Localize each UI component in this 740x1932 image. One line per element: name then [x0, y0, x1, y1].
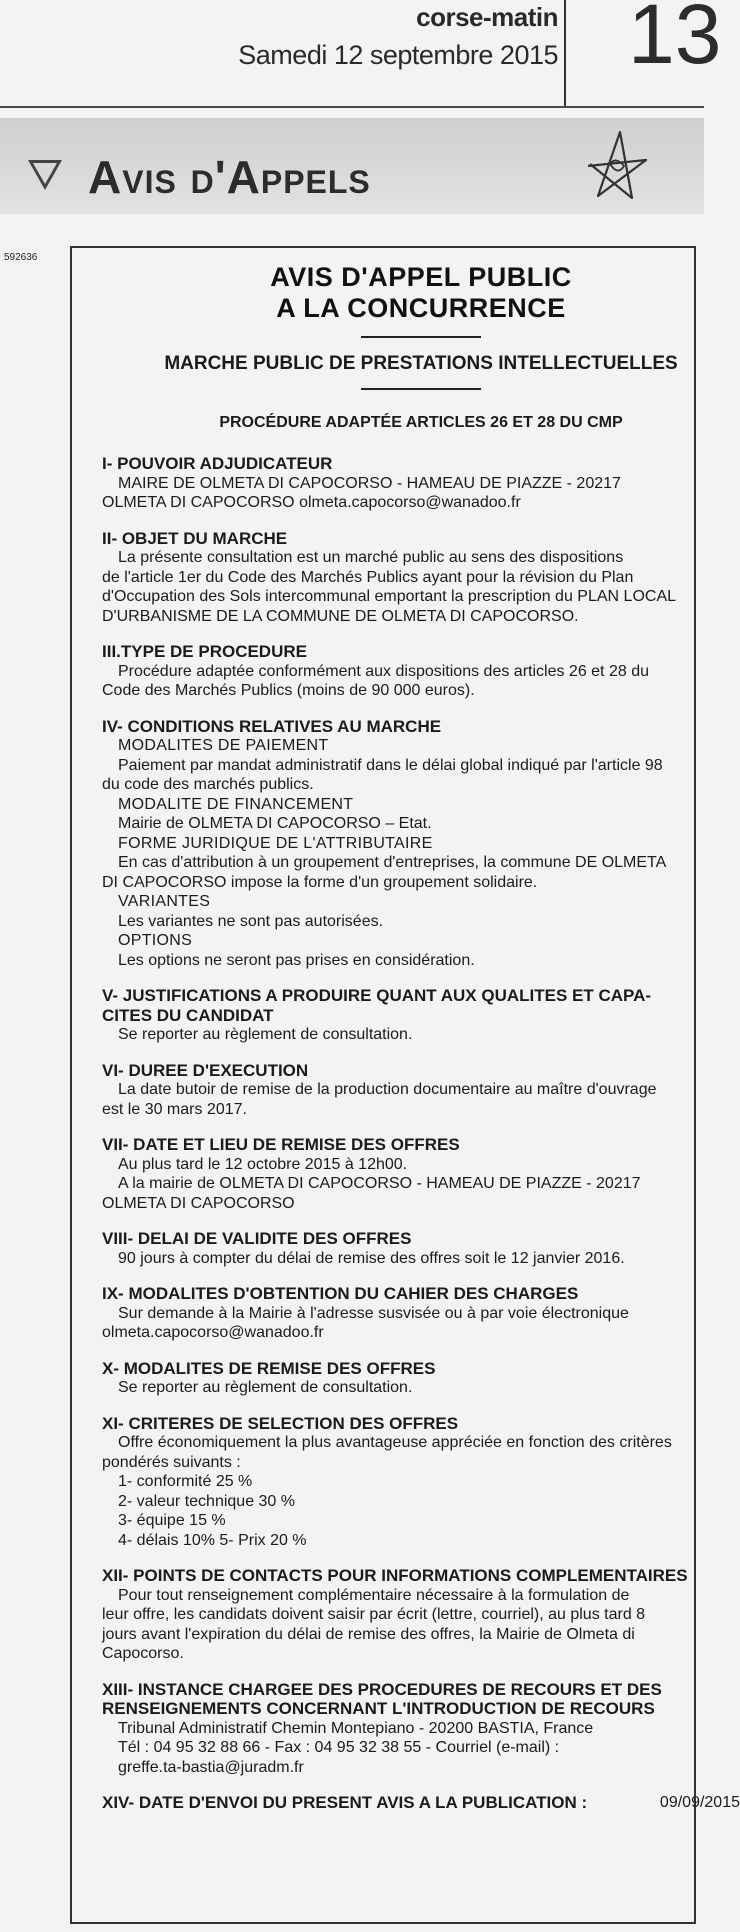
section-banner [0, 118, 704, 214]
notice-section [102, 529, 740, 627]
section-title: Avis d'Appels [88, 151, 371, 203]
section-text-line: Offre économiquement la plus avantageuse appréciée en fonction des critères [118, 1434, 672, 1451]
section-text-line: Se reporter au règlement de consultation. [118, 1379, 413, 1396]
notice-section [102, 454, 740, 513]
dispatch-date: 09/09/2015 [659, 1794, 740, 1811]
notice-section [102, 1414, 740, 1551]
page-number: 13 [628, 0, 722, 81]
notice-section [102, 986, 740, 1045]
notice-section [102, 1061, 740, 1120]
section-text-line: Tribunal Administratif Chemin Montepiano - 20200 BASTIA, France [118, 1719, 594, 1737]
section-text-line: de l'article 1er du Code des Marchés Publics ayant pour la révision du Plan [102, 568, 634, 586]
notice-section [102, 1229, 740, 1268]
section-text-line: MAIRE DE OLMETA DI CAPOCORSO - HAMEAU DE PIAZZE - 20217 [118, 474, 621, 492]
section-text-line: du code des marchés publics. [102, 776, 314, 793]
section-text-line: OLMETA DI CAPOCORSO [102, 1194, 295, 1212]
public-tender-notice [70, 246, 740, 1924]
section-text-line: jours avant l'expiration du délai de remise des offres, la Mairie de Olmeta di [102, 1625, 635, 1643]
notice-section [102, 1566, 740, 1664]
section-text-line: greffe.ta-bastia@juradm.fr [118, 1758, 304, 1776]
notice-section [102, 1135, 740, 1213]
notice-section [102, 1284, 740, 1343]
section-text-line: 2- valeur technique 30 % [118, 1492, 295, 1510]
section-heading: IX- MODALITES D'OBTENTION DU CAHIER DES CHARGES [102, 1284, 579, 1303]
section-text-line: La présente consultation est un marché public au sens des dispositions [118, 549, 624, 566]
section-heading: RENSEIGNEMENTS CONCERNANT L'INTRODUCTION DE RECOURS [102, 1699, 655, 1718]
section-text-line: Tél : 04 95 32 88 66 - Fax : 04 95 32 38 55 - Courriel (e-mail) : [118, 1739, 560, 1756]
section-text-line: olmeta.capocorso@wanadoo.fr [102, 1324, 324, 1341]
section-text-line: Capocorso. [102, 1645, 184, 1662]
subtitle-divider [361, 388, 481, 390]
section-text-line: Les options ne seront pas prises en considération. [118, 951, 475, 969]
procedure-line: PROCÉDURE ADAPTÉE ARTICLES 26 ET 28 DU CMP [219, 414, 623, 431]
section-subheading: FORME JURIDIQUE DE L'ATTRIBUTAIRE [118, 834, 433, 852]
title-divider [361, 336, 481, 338]
notice-sections [102, 454, 740, 1777]
notice-section [102, 717, 740, 971]
section-heading: XI- CRITERES DE SELECTION DES OFFRES [102, 1413, 459, 1433]
section-subheading: VARIANTES [118, 893, 211, 910]
notice-section [102, 1359, 740, 1398]
section-text-line: Au plus tard le 12 octobre 2015 à 12h00. [118, 1155, 408, 1173]
section-text-line: Pour tout renseignement complémentaire nécessaire à la formulation de [118, 1586, 630, 1604]
notice-title-line-2: A LA CONCURRENCE [276, 293, 566, 323]
notice-content [102, 262, 740, 1812]
section-text-line: 90 jours à compter du délai de remise des offres soit le 12 janvier 2016. [118, 1249, 625, 1267]
section-text-line: OLMETA DI CAPOCORSO olmeta.capocorso@wanadoo.fr [102, 494, 521, 511]
notice-title-line-1: AVIS D'APPEL PUBLIC [270, 262, 572, 292]
section-heading: VII- DATE ET LIEU DE REMISE DES OFFRES [102, 1135, 460, 1154]
section-text-line: 1- conformité 25 % [118, 1473, 253, 1490]
section-text-line: Se reporter au règlement de consultation. [118, 1026, 413, 1043]
section-heading: XII- POINTS DE CONTACTS POUR INFORMATIONS COMPLEMENTAIRES [102, 1566, 688, 1585]
section-text-line: est le 30 mars 2017. [102, 1100, 247, 1118]
section-heading: III.TYPE DE PROCEDURE [102, 642, 307, 661]
publication-date-section [102, 1793, 740, 1812]
section-text-line: leur offre, les candidats doivent saisir par écrit (lettre, courriel), au plus tard 8 [102, 1606, 646, 1623]
newspaper-name: corse-matin [416, 2, 558, 32]
section-text-line: 4- délais 10% 5- Prix 20 % [118, 1531, 307, 1549]
header-divider [564, 0, 566, 106]
section-heading: V- JUSTIFICATIONS A PRODUIRE QUANT AUX QUALITES ET CAPA- [102, 986, 652, 1005]
section-heading: IV- CONDITIONS RELATIVES AU MARCHE [102, 716, 442, 736]
section-text-line: Mairie de OLMETA DI CAPOCORSO – Etat. [118, 815, 432, 832]
section-heading: I- POUVOIR ADJUDICATEUR [102, 454, 333, 473]
section-text-line: D'URBANISME DE LA COMMUNE DE OLMETA DI CAPOCORSO. [102, 607, 579, 625]
notice-section [102, 642, 740, 701]
section-heading: VI- DUREE D'EXECUTION [102, 1060, 309, 1080]
notice-subtitle: MARCHE PUBLIC DE PRESTATIONS INTELLECTUELLES [164, 353, 678, 374]
triangle-down-icon [28, 160, 62, 190]
newspaper-header [0, 0, 722, 108]
section-text-line: Code des Marchés Publics (moins de 90 000 euros). [102, 682, 475, 699]
section-subheading: MODALITE DE FINANCEMENT [118, 795, 354, 813]
section-text-line: Les variantes ne sont pas autorisées. [118, 912, 384, 930]
section-heading: XIII- INSTANCE CHARGEE DES PROCEDURES DE RECOURS ET DES [102, 1679, 662, 1699]
notice-section [102, 1680, 740, 1778]
section-text-line: Procédure adaptée conformément aux dispositions des articles 26 et 28 du [118, 662, 649, 680]
last-section-heading: XIV- DATE D'ENVOI DU PRESENT AVIS A LA PUBLICATION : [102, 1793, 588, 1812]
section-text-line: pondérés suivants : [102, 1453, 241, 1471]
star-doodle-icon [580, 126, 652, 210]
section-heading: VIII- DELAI DE VALIDITE DES OFFRES [102, 1229, 412, 1248]
section-heading: CITES DU CANDIDAT [102, 1005, 274, 1025]
header-rule [0, 106, 704, 108]
section-subheading: MODALITES DE PAIEMENT [118, 737, 329, 754]
section-subheading: OPTIONS [118, 932, 193, 949]
section-text-line: En cas d'attribution à un groupement d'entreprises, la commune DE OLMETA [118, 854, 667, 871]
publication-date: Samedi 12 septembre 2015 [238, 40, 558, 70]
section-heading: X- MODALITES DE REMISE DES OFFRES [102, 1358, 436, 1378]
section-heading: II- OBJET DU MARCHE [102, 528, 288, 548]
section-text-line: 3- équipe 15 % [118, 1512, 226, 1529]
section-text-line: A la mairie de OLMETA DI CAPOCORSO - HAMEAU DE PIAZZE - 20217 [118, 1175, 641, 1192]
section-text-line: d'Occupation des Sols intercommunal emportant la prescription du PLAN LOCAL [102, 588, 677, 605]
section-text-line: La date butoir de remise de la production documentaire au maître d'ouvrage [118, 1081, 657, 1098]
notice-reference: 592636 [4, 252, 38, 263]
section-text-line: Sur demande à la Mairie à l'adresse susvisée ou à par voie électronique [118, 1304, 629, 1322]
section-text-line: DI CAPOCORSO impose la forme d'un groupement solidaire. [102, 873, 538, 891]
section-text-line: Paiement par mandat administratif dans le délai global indiqué par l'article 98 [118, 756, 663, 774]
